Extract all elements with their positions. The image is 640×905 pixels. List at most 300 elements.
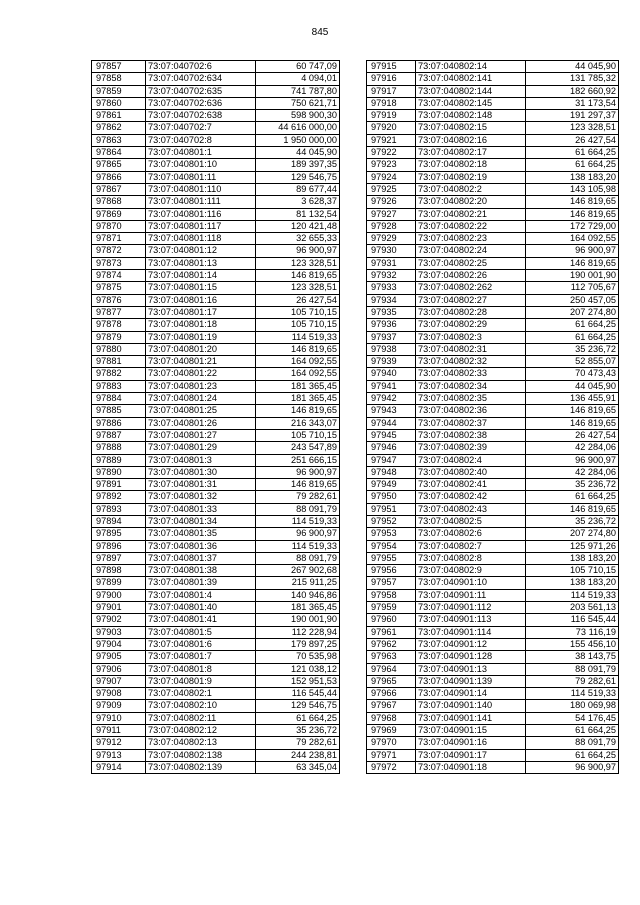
cadastral-number-cell: 73:07:040801:18: [146, 319, 256, 331]
cadastral-number-cell: 73:07:040801:40: [146, 602, 256, 614]
cadastral-number-cell: 73:07:040802:18: [416, 159, 526, 171]
row-number-cell: 97914: [92, 761, 146, 773]
row-number-cell: 97972: [367, 761, 416, 773]
cadastral-number-cell: 73:07:040801:22: [146, 368, 256, 380]
table-row: [367, 331, 619, 343]
value-cell: 140 946,86: [256, 589, 340, 601]
cadastral-number-cell: 73:07:040801:15: [146, 282, 256, 294]
cadastral-number-cell: 73:07:040801:35: [146, 528, 256, 540]
table-row: [92, 749, 340, 761]
table-row: [367, 491, 619, 503]
cadastral-number-cell: 73:07:040801:33: [146, 503, 256, 515]
cadastral-number-cell: 73:07:040802:9: [416, 565, 526, 577]
table-row: [92, 552, 340, 564]
table-row: [92, 761, 340, 773]
cadastral-number-cell: 73:07:040802:7: [416, 540, 526, 552]
value-cell: 116 545,44: [256, 688, 340, 700]
row-number-cell: 97901: [92, 602, 146, 614]
cadastral-number-cell: 73:07:040801:3: [146, 454, 256, 466]
row-number-cell: 97923: [367, 159, 416, 171]
table-row: [367, 429, 619, 441]
value-cell: 61 664,25: [526, 147, 619, 159]
value-cell: 61 664,25: [526, 491, 619, 503]
table-row: [367, 306, 619, 318]
cadastral-number-cell: 73:07:040802:22: [416, 220, 526, 232]
value-cell: 138 183,20: [526, 171, 619, 183]
right-register-table: [366, 60, 619, 774]
value-cell: 44 045,90: [526, 380, 619, 392]
table-row: [92, 159, 340, 171]
table-row: [92, 429, 340, 441]
cadastral-number-cell: 73:07:040802:15: [416, 122, 526, 134]
cadastral-number-cell: 73:07:040801:27: [146, 429, 256, 441]
cadastral-number-cell: 73:07:040801:13: [146, 257, 256, 269]
cadastral-number-cell: 73:07:040802:148: [416, 110, 526, 122]
value-cell: 42 284,06: [526, 442, 619, 454]
cadastral-number-cell: 73:07:040802:8: [416, 552, 526, 564]
row-number-cell: 97962: [367, 638, 416, 650]
table-row: [92, 380, 340, 392]
value-cell: 123 328,51: [526, 122, 619, 134]
value-cell: 146 819,65: [256, 270, 340, 282]
table-row: [92, 356, 340, 368]
row-number-cell: 97946: [367, 442, 416, 454]
cadastral-number-cell: 73:07:040702:636: [146, 97, 256, 109]
table-row: [92, 454, 340, 466]
cadastral-number-cell: 73:07:040802:262: [416, 282, 526, 294]
row-number-cell: 97927: [367, 208, 416, 220]
cadastral-number-cell: 73:07:040901:141: [416, 712, 526, 724]
table-row: [92, 393, 340, 405]
row-number-cell: 97961: [367, 626, 416, 638]
value-cell: 207 274,80: [526, 306, 619, 318]
row-number-cell: 97871: [92, 233, 146, 245]
table-row: [367, 552, 619, 564]
value-cell: 96 900,97: [256, 466, 340, 478]
cadastral-number-cell: 73:07:040802:1: [146, 688, 256, 700]
row-number-cell: 97963: [367, 651, 416, 663]
table-row: [367, 245, 619, 257]
row-number-cell: 97864: [92, 147, 146, 159]
table-row: [92, 626, 340, 638]
value-cell: 251 666,15: [256, 454, 340, 466]
value-cell: 172 729,00: [526, 220, 619, 232]
cadastral-number-cell: 73:07:040801:118: [146, 233, 256, 245]
table-row: [92, 122, 340, 134]
table-row: [367, 282, 619, 294]
cadastral-number-cell: 73:07:040901:14: [416, 688, 526, 700]
cadastral-number-cell: 73:07:040802:37: [416, 417, 526, 429]
row-number-cell: 97952: [367, 515, 416, 527]
row-number-cell: 97874: [92, 270, 146, 282]
table-row: [92, 528, 340, 540]
row-number-cell: 97959: [367, 602, 416, 614]
table-row: [367, 651, 619, 663]
cadastral-number-cell: 73:07:040801:41: [146, 614, 256, 626]
cadastral-number-cell: 73:07:040702:638: [146, 110, 256, 122]
table-row: [92, 663, 340, 675]
table-row: [92, 183, 340, 195]
row-number-cell: 97887: [92, 429, 146, 441]
value-cell: 138 183,20: [526, 577, 619, 589]
table-row: [367, 589, 619, 601]
table-row: [367, 725, 619, 737]
value-cell: 88 091,79: [526, 737, 619, 749]
row-number-cell: 97965: [367, 675, 416, 687]
cadastral-number-cell: 73:07:040801:5: [146, 626, 256, 638]
table-row: [367, 405, 619, 417]
row-number-cell: 97870: [92, 220, 146, 232]
value-cell: 146 819,65: [526, 208, 619, 220]
cadastral-number-cell: 73:07:040801:37: [146, 552, 256, 564]
table-row: [367, 565, 619, 577]
row-number-cell: 97908: [92, 688, 146, 700]
value-cell: 96 900,97: [256, 528, 340, 540]
row-number-cell: 97970: [367, 737, 416, 749]
cadastral-number-cell: 73:07:040802:25: [416, 257, 526, 269]
value-cell: 250 457,05: [526, 294, 619, 306]
value-cell: 54 176,45: [526, 712, 619, 724]
cadastral-number-cell: 73:07:040801:117: [146, 220, 256, 232]
value-cell: 32 655,33: [256, 233, 340, 245]
row-number-cell: 97881: [92, 356, 146, 368]
cadastral-number-cell: 73:07:040802:34: [416, 380, 526, 392]
value-cell: 79 282,61: [256, 737, 340, 749]
table-row: [92, 515, 340, 527]
value-cell: 31 173,54: [526, 97, 619, 109]
cadastral-number-cell: 73:07:040801:7: [146, 651, 256, 663]
value-cell: 96 900,97: [526, 761, 619, 773]
table-row: [367, 147, 619, 159]
value-cell: 152 951,53: [256, 675, 340, 687]
cadastral-number-cell: 73:07:040801:12: [146, 245, 256, 257]
value-cell: 216 343,07: [256, 417, 340, 429]
table-row: [92, 638, 340, 650]
table-row: [92, 61, 340, 73]
table-row: [367, 97, 619, 109]
cadastral-number-cell: 73:07:040801:110: [146, 183, 256, 195]
value-cell: 88 091,79: [256, 552, 340, 564]
cadastral-number-cell: 73:07:040801:16: [146, 294, 256, 306]
value-cell: 79 282,61: [256, 491, 340, 503]
value-cell: 79 282,61: [526, 675, 619, 687]
table-row: [92, 196, 340, 208]
row-number-cell: 97897: [92, 552, 146, 564]
table-row: [367, 503, 619, 515]
row-number-cell: 97862: [92, 122, 146, 134]
row-number-cell: 97878: [92, 319, 146, 331]
left-table-body: [92, 61, 340, 774]
value-cell: 61 664,25: [256, 712, 340, 724]
value-cell: 146 819,65: [256, 343, 340, 355]
row-number-cell: 97911: [92, 725, 146, 737]
cadastral-number-cell: 73:07:040802:38: [416, 429, 526, 441]
table-row: [367, 220, 619, 232]
value-cell: 105 710,15: [256, 319, 340, 331]
row-number-cell: 97905: [92, 651, 146, 663]
row-number-cell: 97964: [367, 663, 416, 675]
value-cell: 112 705,67: [526, 282, 619, 294]
value-cell: 52 855,07: [526, 356, 619, 368]
row-number-cell: 97860: [92, 97, 146, 109]
value-cell: 88 091,79: [256, 503, 340, 515]
row-number-cell: 97968: [367, 712, 416, 724]
value-cell: 146 819,65: [526, 196, 619, 208]
value-cell: 123 328,51: [256, 282, 340, 294]
table-row: [367, 602, 619, 614]
table-row: [92, 565, 340, 577]
value-cell: 1 950 000,00: [256, 134, 340, 146]
table-row: [92, 319, 340, 331]
value-cell: 244 238,81: [256, 749, 340, 761]
table-row: [367, 319, 619, 331]
cadastral-number-cell: 73:07:040901:113: [416, 614, 526, 626]
table-row: [367, 208, 619, 220]
table-row: [92, 737, 340, 749]
row-number-cell: 97966: [367, 688, 416, 700]
cadastral-number-cell: 73:07:040802:11: [146, 712, 256, 724]
table-row: [92, 220, 340, 232]
value-cell: 44 045,90: [256, 147, 340, 159]
cadastral-number-cell: 73:07:040802:31: [416, 343, 526, 355]
row-number-cell: 97885: [92, 405, 146, 417]
row-number-cell: 97900: [92, 589, 146, 601]
cadastral-number-cell: 73:07:040801:9: [146, 675, 256, 687]
cadastral-number-cell: 73:07:040901:16: [416, 737, 526, 749]
value-cell: 61 664,25: [526, 725, 619, 737]
value-cell: 44 616 000,00: [256, 122, 340, 134]
value-cell: 164 092,55: [256, 356, 340, 368]
cadastral-number-cell: 73:07:040901:17: [416, 749, 526, 761]
table-row: [367, 233, 619, 245]
value-cell: 26 427,54: [526, 429, 619, 441]
value-cell: 182 660,92: [526, 85, 619, 97]
row-number-cell: 97921: [367, 134, 416, 146]
value-cell: 267 902,68: [256, 565, 340, 577]
value-cell: 44 045,90: [526, 61, 619, 73]
row-number-cell: 97953: [367, 528, 416, 540]
row-number-cell: 97913: [92, 749, 146, 761]
table-row: [367, 442, 619, 454]
table-row: [367, 196, 619, 208]
table-row: [92, 294, 340, 306]
row-number-cell: 97894: [92, 515, 146, 527]
cadastral-number-cell: 73:07:040802:14: [416, 61, 526, 73]
row-number-cell: 97890: [92, 466, 146, 478]
table-row: [367, 294, 619, 306]
table-row: [367, 663, 619, 675]
row-number-cell: 97909: [92, 700, 146, 712]
table-row: [367, 85, 619, 97]
value-cell: 131 785,32: [526, 73, 619, 85]
row-number-cell: 97876: [92, 294, 146, 306]
table-row: [92, 688, 340, 700]
value-cell: 180 069,98: [526, 700, 619, 712]
row-number-cell: 97882: [92, 368, 146, 380]
value-cell: 123 328,51: [256, 257, 340, 269]
table-row: [92, 405, 340, 417]
row-number-cell: 97930: [367, 245, 416, 257]
table-row: [367, 110, 619, 122]
row-number-cell: 97875: [92, 282, 146, 294]
table-row: [92, 306, 340, 318]
cadastral-number-cell: 73:07:040802:13: [146, 737, 256, 749]
table-row: [367, 343, 619, 355]
value-cell: 114 519,33: [256, 540, 340, 552]
cadastral-number-cell: 73:07:040802:2: [416, 183, 526, 195]
row-number-cell: 97893: [92, 503, 146, 515]
value-cell: 741 787,80: [256, 85, 340, 97]
page-number: 845: [311, 27, 329, 38]
cadastral-number-cell: 73:07:040802:24: [416, 245, 526, 257]
cadastral-number-cell: 73:07:040801:26: [146, 417, 256, 429]
cadastral-number-cell: 73:07:040801:8: [146, 663, 256, 675]
table-row: [367, 73, 619, 85]
cadastral-number-cell: 73:07:040802:19: [416, 171, 526, 183]
value-cell: 116 545,44: [526, 614, 619, 626]
cadastral-number-cell: 73:07:040802:21: [416, 208, 526, 220]
value-cell: 105 710,15: [526, 565, 619, 577]
table-row: [92, 270, 340, 282]
table-row: [92, 147, 340, 159]
value-cell: 125 971,26: [526, 540, 619, 552]
cadastral-number-cell: 73:07:040802:138: [146, 749, 256, 761]
cadastral-number-cell: 73:07:040802:6: [416, 528, 526, 540]
row-number-cell: 97943: [367, 405, 416, 417]
table-row: [367, 515, 619, 527]
row-number-cell: 97955: [367, 552, 416, 564]
value-cell: 89 677,44: [256, 183, 340, 195]
row-number-cell: 97925: [367, 183, 416, 195]
row-number-cell: 97907: [92, 675, 146, 687]
value-cell: 4 094,01: [256, 73, 340, 85]
cadastral-number-cell: 73:07:040801:23: [146, 380, 256, 392]
row-number-cell: 97934: [367, 294, 416, 306]
row-number-cell: 97891: [92, 479, 146, 491]
table-row: [92, 577, 340, 589]
value-cell: 164 092,55: [526, 233, 619, 245]
value-cell: 105 710,15: [256, 429, 340, 441]
table-row: [367, 540, 619, 552]
row-number-cell: 97899: [92, 577, 146, 589]
row-number-cell: 97935: [367, 306, 416, 318]
row-number-cell: 97906: [92, 663, 146, 675]
value-cell: 114 519,33: [256, 331, 340, 343]
cadastral-number-cell: 73:07:040802:5: [416, 515, 526, 527]
table-row: [367, 171, 619, 183]
value-cell: 136 455,91: [526, 393, 619, 405]
table-row: [367, 614, 619, 626]
value-cell: 143 105,98: [526, 183, 619, 195]
row-number-cell: 97950: [367, 491, 416, 503]
table-row: [92, 233, 340, 245]
table-row: [367, 737, 619, 749]
row-number-cell: 97939: [367, 356, 416, 368]
value-cell: 96 900,97: [526, 245, 619, 257]
value-cell: 61 664,25: [526, 749, 619, 761]
value-cell: 146 819,65: [526, 417, 619, 429]
table-row: [92, 712, 340, 724]
table-row: [367, 626, 619, 638]
cadastral-number-cell: 73:07:040802:20: [416, 196, 526, 208]
cadastral-number-cell: 73:07:040801:38: [146, 565, 256, 577]
cadastral-number-cell: 73:07:040702:7: [146, 122, 256, 134]
row-number-cell: 97903: [92, 626, 146, 638]
row-number-cell: 97945: [367, 429, 416, 441]
row-number-cell: 97933: [367, 282, 416, 294]
table-row: [367, 134, 619, 146]
value-cell: 203 561,13: [526, 602, 619, 614]
cadastral-number-cell: 73:07:040802:144: [416, 85, 526, 97]
table-row: [367, 675, 619, 687]
table-row: [92, 675, 340, 687]
row-number-cell: 97869: [92, 208, 146, 220]
cadastral-number-cell: 73:07:040802:17: [416, 147, 526, 159]
value-cell: 96 900,97: [256, 245, 340, 257]
row-number-cell: 97868: [92, 196, 146, 208]
row-number-cell: 97938: [367, 343, 416, 355]
cadastral-number-cell: 73:07:040801:25: [146, 405, 256, 417]
row-number-cell: 97951: [367, 503, 416, 515]
cadastral-number-cell: 73:07:040802:42: [416, 491, 526, 503]
cadastral-number-cell: 73:07:040802:41: [416, 479, 526, 491]
row-number-cell: 97917: [367, 85, 416, 97]
value-cell: 70 535,98: [256, 651, 340, 663]
table-row: [92, 331, 340, 343]
cadastral-number-cell: 73:07:040901:18: [416, 761, 526, 773]
cadastral-number-cell: 73:07:040802:33: [416, 368, 526, 380]
value-cell: 155 456,10: [526, 638, 619, 650]
table-row: [92, 725, 340, 737]
cadastral-number-cell: 73:07:040801:20: [146, 343, 256, 355]
row-number-cell: 97936: [367, 319, 416, 331]
cadastral-number-cell: 73:07:040802:12: [146, 725, 256, 737]
row-number-cell: 97879: [92, 331, 146, 343]
value-cell: 61 664,25: [526, 159, 619, 171]
table-row: [92, 97, 340, 109]
row-number-cell: 97937: [367, 331, 416, 343]
value-cell: 598 900,30: [256, 110, 340, 122]
row-number-cell: 97932: [367, 270, 416, 282]
row-number-cell: 97969: [367, 725, 416, 737]
table-row: [92, 134, 340, 146]
table-row: [367, 368, 619, 380]
cadastral-number-cell: 73:07:040802:32: [416, 356, 526, 368]
row-number-cell: 97971: [367, 749, 416, 761]
cadastral-number-cell: 73:07:040802:145: [416, 97, 526, 109]
value-cell: 181 365,45: [256, 380, 340, 392]
cadastral-number-cell: 73:07:040802:16: [416, 134, 526, 146]
value-cell: 42 284,06: [526, 466, 619, 478]
value-cell: 207 274,80: [526, 528, 619, 540]
cadastral-number-cell: 73:07:040802:3: [416, 331, 526, 343]
cadastral-number-cell: 73:07:040801:36: [146, 540, 256, 552]
table-row: [92, 368, 340, 380]
table-row: [92, 208, 340, 220]
row-number-cell: 97920: [367, 122, 416, 134]
value-cell: 146 819,65: [256, 479, 340, 491]
cadastral-number-cell: 73:07:040802:139: [146, 761, 256, 773]
row-number-cell: 97884: [92, 393, 146, 405]
row-number-cell: 97940: [367, 368, 416, 380]
row-number-cell: 97958: [367, 589, 416, 601]
cadastral-number-cell: 73:07:040802:29: [416, 319, 526, 331]
row-number-cell: 97926: [367, 196, 416, 208]
value-cell: 191 297,37: [526, 110, 619, 122]
cadastral-number-cell: 73:07:040802:43: [416, 503, 526, 515]
row-number-cell: 97967: [367, 700, 416, 712]
table-row: [92, 245, 340, 257]
